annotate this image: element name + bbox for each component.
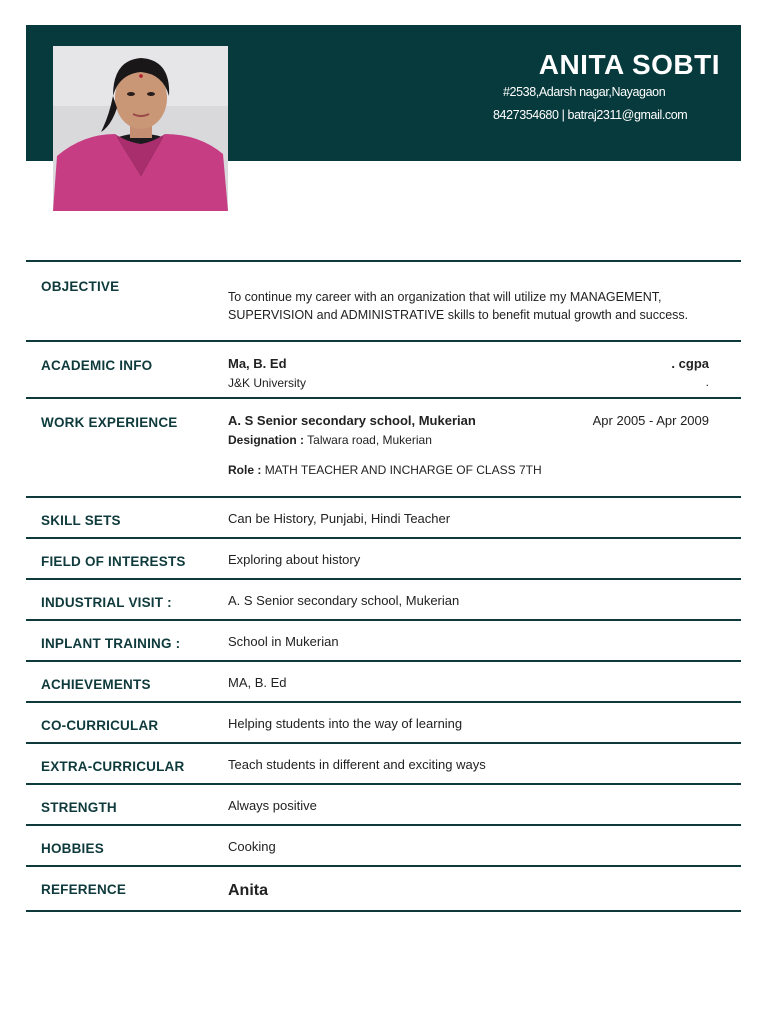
- section-label: REFERENCE: [41, 882, 127, 897]
- section-label: HOBBIES: [41, 841, 104, 856]
- objective-text: To continue my career with an organization that will utilize my MANAGEMENT, SUPERVISION and ADMINISTRATIVE skills to benefit mutual growth and success.: [228, 290, 689, 322]
- work-role: [228, 463, 709, 477]
- work-dates: Apr 2005 - Apr 2009: [592, 413, 709, 428]
- section-value: Helping students into the way of learning: [228, 716, 463, 731]
- section-inplant-training: [26, 619, 741, 660]
- section-extra-curricular: [26, 742, 741, 783]
- section-value: School in Mukerian: [228, 634, 339, 649]
- role-label: Role :: [228, 463, 262, 477]
- section-value: Always positive: [228, 798, 317, 813]
- section-label: FIELD OF INTERESTS: [41, 554, 186, 569]
- section-label: ACADEMIC INFO: [41, 358, 153, 373]
- academic-degree: Ma, B. Ed: [228, 356, 287, 371]
- resume-sections: [26, 260, 741, 912]
- academic-dot: .: [705, 375, 709, 389]
- profile-photo-image: [53, 46, 228, 211]
- section-co-curricular: [26, 701, 741, 742]
- work-content: [228, 413, 709, 488]
- section-label: ACHIEVEMENTS: [41, 677, 151, 692]
- section-value: A. S Senior secondary school, Mukerian: [228, 593, 460, 608]
- section-industrial-visit: [26, 578, 741, 619]
- section-value: MA, B. Ed: [228, 675, 287, 690]
- section-objective: [26, 260, 741, 340]
- candidate-name: ANITA SOBTI: [538, 49, 720, 80]
- work-school: A. S Senior secondary school, Mukerian: [228, 413, 476, 428]
- candidate-address: #2538,Adarsh nagar,Nayagaon: [503, 85, 666, 99]
- section-value: Can be History, Punjabi, Hindi Teacher: [228, 511, 451, 526]
- section-achievements: [26, 660, 741, 701]
- section-label: OBJECTIVE: [41, 279, 120, 294]
- section-work-experience: [26, 397, 741, 496]
- section-value: Cooking: [228, 839, 276, 854]
- academic-cgpa: . cgpa: [671, 356, 709, 371]
- section-hobbies: [26, 824, 741, 865]
- section-value: Exploring about history: [228, 552, 361, 567]
- section-value: Teach students in different and exciting ways: [228, 757, 486, 772]
- section-reference: [26, 865, 741, 912]
- section-label: CO-CURRICULAR: [41, 718, 159, 733]
- section-strength: [26, 783, 741, 824]
- section-label: SKILL SETS: [41, 513, 121, 528]
- section-academic: [26, 340, 741, 397]
- section-skill-sets: [26, 496, 741, 537]
- section-label: EXTRA-CURRICULAR: [41, 759, 185, 774]
- reference-value: Anita: [228, 882, 268, 899]
- academic-content: [228, 356, 709, 396]
- section-label: STRENGTH: [41, 800, 117, 815]
- section-label: WORK EXPERIENCE: [41, 415, 178, 430]
- candidate-contact: 8427354680 | batraj2311@gmail.com: [493, 108, 688, 122]
- section-label: INDUSTRIAL VISIT :: [41, 595, 172, 610]
- designation-value: Talwara road, Mukerian: [307, 433, 432, 447]
- section-field-of-interests: [26, 537, 741, 578]
- designation-label: Designation :: [228, 433, 305, 447]
- role-value: MATH TEACHER AND INCHARGE OF CLASS 7TH: [264, 463, 542, 477]
- section-label: INPLANT TRAINING :: [41, 636, 181, 651]
- work-designation: [228, 433, 709, 447]
- academic-university: J&K University: [228, 376, 307, 390]
- profile-photo: [53, 46, 228, 211]
